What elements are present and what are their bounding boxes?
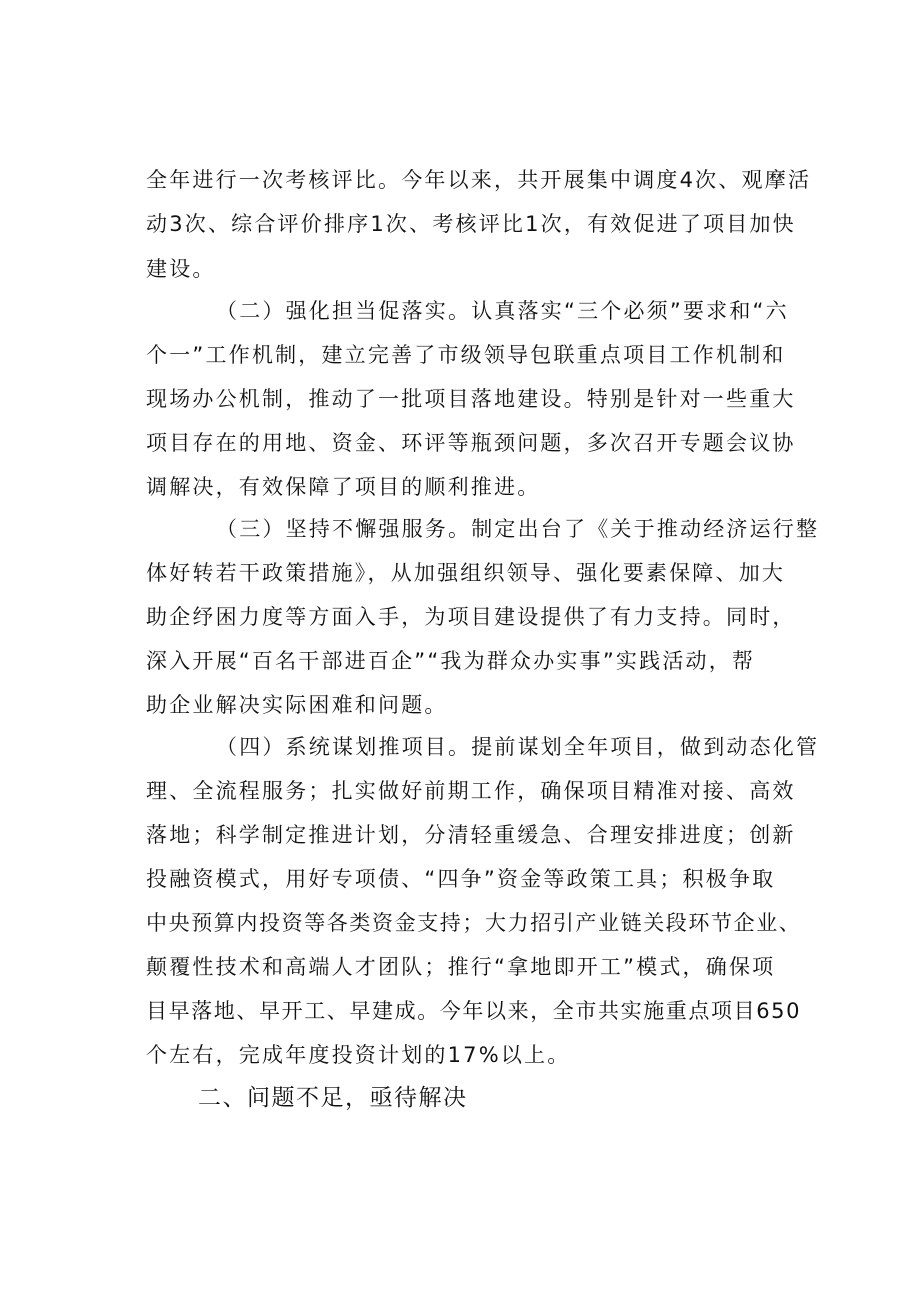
section-4-line-2: 理、全流程服务；扎实做好前期工作，确保项目精准对接、高效 (146, 779, 796, 803)
section-4-line-8: 个左右，完成年度投资计划的17%以上。 (146, 1043, 571, 1067)
section-4-line-7: 目早落地、早开工、早建成。今年以来，全市共实施重点项目650 (146, 999, 802, 1023)
section-4-line-3: 落地；科学制定推进计划，分清轻重缓急、合理安排进度；创新 (146, 823, 796, 847)
section-4-line-4: 投融资模式，用好专项债、“四争”资金等政策工具；积极争取 (146, 867, 776, 891)
section-3-line-1: （三）坚持不懈强服务。制定出台了《关于推动经济运行整 (216, 517, 820, 541)
section-3-line-5: 助企业解决实际困难和问题。 (146, 693, 448, 717)
section-4-line-5: 中央预算内投资等各类资金支持；大力招引产业链关段环节企业、 (146, 911, 802, 935)
section-heading-problems: 二、问题不足，亟待解决 (198, 1085, 468, 1111)
section-2-line-4: 项目存在的用地、资金、环评等瓶颈问题，多次召开专题会议协 (146, 431, 796, 455)
section-2-line-2: 个一”工作机制，建立完善了市级领导包联重点项目工作机制和 (146, 343, 786, 367)
body-line-3: 建设。 (146, 257, 216, 281)
section-2-line-1: （二）强化担当促落实。认真落实“三个必须”要求和“六 (216, 299, 789, 323)
section-3-line-4: 深入开展“百名干部进百企”“我为群众办实事”实践活动，帮 (146, 649, 756, 673)
body-line-2: 动3次、综合评价排序1次、考核评比1次，有效促进了项目加快 (146, 212, 796, 236)
section-4-line-1: （四）系统谋划推项目。提前谋划全年项目，做到动态化管 (216, 735, 820, 759)
section-2-line-5: 调解决，有效保障了项目的顺利推进。 (146, 475, 541, 499)
body-line-1: 全年进行一次考核评比。今年以来，共开展集中调度4次、观摩活 (146, 168, 812, 192)
section-3-line-3: 助企纾困力度等方面入手，为项目建设提供了有力支持。同时， (146, 605, 796, 629)
section-3-line-2: 体好转若干政策措施》，从加强组织领导、强化要素保障、加大 (146, 561, 786, 585)
section-2-line-3: 现场办公机制，推动了一批项目落地建设。特别是针对一些重大 (146, 387, 796, 411)
section-4-line-6: 颠覆性技术和高端人才团队；推行“拿地即开工”模式，确保项 (146, 955, 776, 979)
